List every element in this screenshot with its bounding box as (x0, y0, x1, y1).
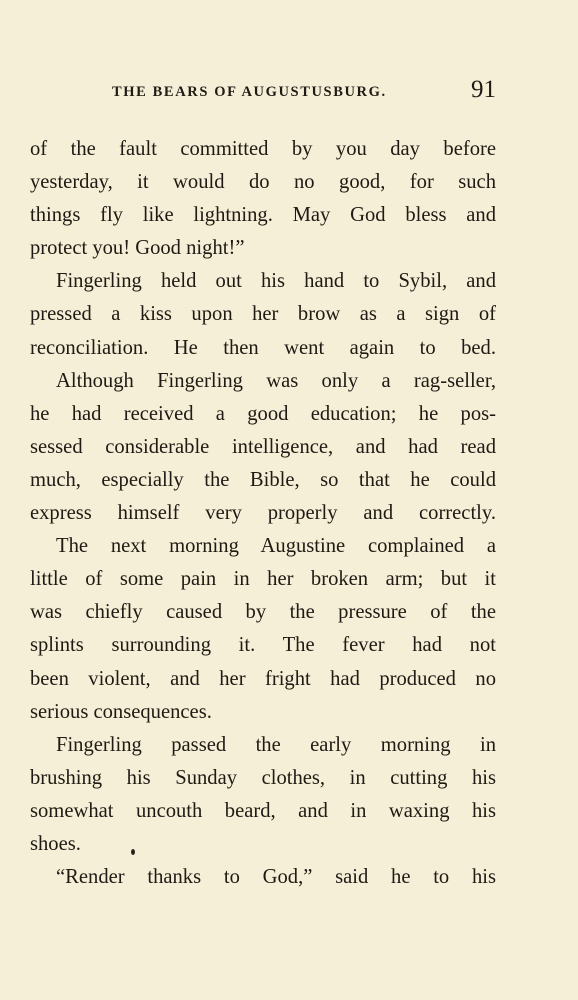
page-number: 91 (471, 76, 496, 103)
text-line: pressed a kiss upon her brow as a sign of (30, 303, 496, 326)
text-line: he had received a good education; he pos- (30, 402, 496, 425)
running-head (30, 76, 496, 106)
text-line: Fingerling passed the early morning in (56, 733, 496, 756)
text-line: somewhat uncouth beard, and in waxing his (30, 799, 496, 822)
text-line: Although Fingerling was only a rag-seller, (56, 369, 496, 392)
text-line: sessed considerable intelligence, and had read (30, 435, 496, 458)
text-line: protect you! Good night!” (30, 237, 245, 260)
body-text (30, 133, 496, 894)
ink-speck (131, 849, 135, 855)
text-line: splints surrounding it. The fever had not (30, 634, 496, 657)
text-line: of the fault committed by you day before (30, 138, 496, 160)
text-line: been violent, and her fright had produced no (30, 667, 496, 690)
text-line: was chiefly caused by the pressure of the (30, 601, 496, 624)
text-line: little of some pain in her broken arm; but it (30, 568, 496, 591)
text-line: express himself very properly and correctly. (30, 502, 496, 525)
text-line: reconciliation. He then went again to bed. (30, 336, 496, 359)
text-line: Fingerling held out his hand to Sybil, and (56, 270, 496, 293)
text-line: much, especially the Bible, so that he could (30, 468, 496, 491)
text-line: shoes. (30, 832, 81, 855)
text-line: yesterday, it would do no good, for such (30, 171, 496, 194)
running-head-title: THE BEARS OF AUGUSTUSBURG. (112, 84, 387, 100)
text-line: brushing his Sunday clothes, in cutting his (30, 766, 496, 789)
text-line: “Render thanks to God,” said he to his (56, 866, 496, 889)
text-line: The next morning Augustine complained a (56, 535, 496, 558)
text-line: serious consequences. (30, 700, 212, 723)
text-line: things fly like lightning. May God bless and (30, 204, 496, 227)
